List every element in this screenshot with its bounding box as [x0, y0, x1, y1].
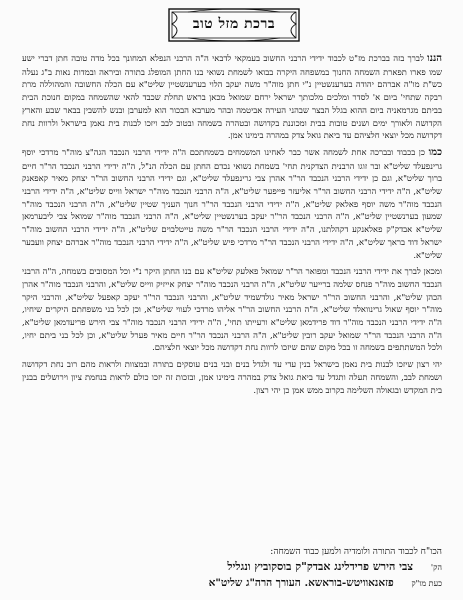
signature-line2-text: פזאנאוויטש-בוראשא. העורך הרה"ג שליט"א [208, 577, 394, 589]
closing-line: הכו"ח לכבוד התורה ולומדיה ולמען כבוד השמחה: [270, 547, 442, 557]
signature-line-2 [22, 577, 442, 589]
paragraph-lead: כמו [428, 146, 442, 158]
paragraph-text: יהי רצון שיזכו לבנות בית נאמן בישראל בנין עדי עד ולגדל בנים ובני בנים עוסקים בתורה ובמצוות ולראות מהם רוב נחת דקדושה ושמחת לבב, והשמחה תעלה ותגדל עד ביאת גואל צדק במהרה בימינו אמן, ובזכות זה יזכו כולם לראות בנחמת ציון וירושלים בבנין בית המקדש ובגאולה השלימה בקרוב ממש אמן כן יהי רצון. [22, 359, 442, 395]
paragraph-text: ומכאן לברך את ידידי הרבני הנכבד ומפואר הר"ר שמואל פאלעק שליט"א עם בנו החתן היקר נ"י וכל המסובים בשמחה, ה"ה הרבני הנכבד החשוב מוה"ר פנחס שלמה ברייער שליט"א, ה"ה הרבני הנכבד מוה"ר יצחק אייזיק ווייס שליט"א, והרבני הנכבד מוה"ר אהרן הכהן שליט"א, והרבני החשוב הר"ר ישראל מאיר גולדשמיד שליט"א, והרבני הנכבד הר"ר יעקב קאפעל שליט"א, והרבני היקר מוה"ר יוסף שאול גרינוואלד שליט"א, ה"ה הרבני החשוב הר"ר אליהו מרדכי לעווי שליט"א, וכן לכל בני משפחתם היקרים שיחיו, ה"ה ידידי הרבני הנכבד מוה"ר דוד פרידמאן שליט"א ורעייתו תחי', ה"ה ידידי הרבני הנכבד מוה"ר צבי הירש פריעדמאן שליט"א, ה"ה הרבני הנכבד הר"ר שמואל יעקב רובין שליט"א, ה"ה הרבני הנכבד הר"ר חיים מאיר פערל שליט"א, וכן לכל בני ביתם יחיו, ולכל המשתתפים בשמחה זו בכל מקום שהם שיזכו לרוות נחת דקדושה מכל יוצאי חלציהם. [22, 266, 442, 353]
paragraph-text: כן בכבוד ובברכה אחת לשמחה אשר כבר לאחינו המשמחים בשמחתכם ה"ה ידידי הרבני הנכבד הגה"צ מוה"ר מרדכי יוסף גרינפעלד שליט"א ובר זוגו הרבנית הצדקנית תחי' בשמחת נשואי נכדם החתן עם הכלה הנ"ל, ה"ה ידידי הרבני הנכבד הר"ר חיים ברוך שליט"א, וגם כן ידידי הרבני הנכבד הר"ר אהרן צבי גרינפעלד שליט"א, וגם ידידי הרבני החשוב הר"ר יצחק מאיר קאפאנק שליט"א, ה"ה ידידי הרבני החשוב הר"ר אליעזר פייפער שליט"א, ה"ה הרבני הנכבד מוה"ר ישראל ווייס שליט"א, ה"ה ידידי הרבני הנכבד מוה"ר משה יוסף פאלאק שליט"א, ה"ה ידידי הרבני הנכבד הר"ר חנוך העניך שטיין שליט"א, ה"ה הרבני הנכבד מוה"ר שמעון בערנשטיין שליט"א, ה"ה הרבני הנכבד הר"ר יעקב בערנשטיין שליט"א, ה"ה הרבני הנכבד מוה"ר שמואל צבי ליבערמאן שליט"א אבדק"ק פאלאנקע דקהלתנו, ה"ה ידידי הרבני הנכבד הר"ר משה טייטלבוים שליט"א, ה"ה ידידי הרבני החשוב מוה"ר ישראל דוד בראך שליט"א, ה"ה ידידי הרבני הנכבד הר"ר מרדכי פיש שליט"א, ה"ה ידידי הרבני הנכבד מוה"ר אברהם יצחק וועבער שליט"א. [22, 146, 442, 260]
letter-title: ברכת מזל טוב [192, 16, 276, 32]
letter-body [22, 52, 442, 400]
signature-name: צבי הירש פרידלינג אבדק"ק בוסקוביץ ונגליל [227, 560, 414, 573]
paragraph-lead: הננו [427, 53, 442, 64]
paragraph-3 [22, 265, 442, 354]
paragraph-2 [22, 146, 442, 261]
signature-line2-label: כעת מו"ק [411, 579, 442, 588]
signature-label: הק' [430, 563, 442, 572]
paragraph-4 [22, 358, 442, 396]
paragraph-text: לברך בזה בברכת מז"ט לכבוד ידידי הרבני החשוב בעמקאי לדבאי ה"ה הרבני הנפלא המחונך בכל מדה טובה חתן דברי ישע שמו פארו תפארת השמחה החנוך במשפחה היקרה בבואו לשמחת נשואי בנו החתן המופלג בתורה וביראה ובמדות נאות ב"ג נעלה כש"ת מו"ה אברהם יהודה בערענשטיין נ"י חתן מוה"ר משה יעקב הלוי בערענשטיין שליט"א עם הכלה החשובה והמהוללה מרת רבקה שתחי' ביום א' לסדר ומלכים מלכותך ישראל ירחם שמואל מכאן בראש תחלת שכבד להאי שהשמחה במקום חנוכת הבית בביתם מגרמאניה ביום ההוא בגלל הבצר שבהני העירה אביטמה ובהר מערבא הבכור הוא למערבן ובנש להשבין בבאר שבע והארץ הקדושה ולאורך ימים ושנים טובות בבית ומכוננת בקדושה ובטהרה בשמחה ובטוב לבב ויזכו לבנות בית נאמן בישראל ולרוות נחת דקדושה מכל יוצאי חלציהם עד ביאת גואל צדק במהרה בימינו אמן. [22, 53, 442, 141]
paragraph-1 [22, 52, 442, 142]
signature-line [22, 560, 442, 573]
title-frame [168, 8, 300, 42]
